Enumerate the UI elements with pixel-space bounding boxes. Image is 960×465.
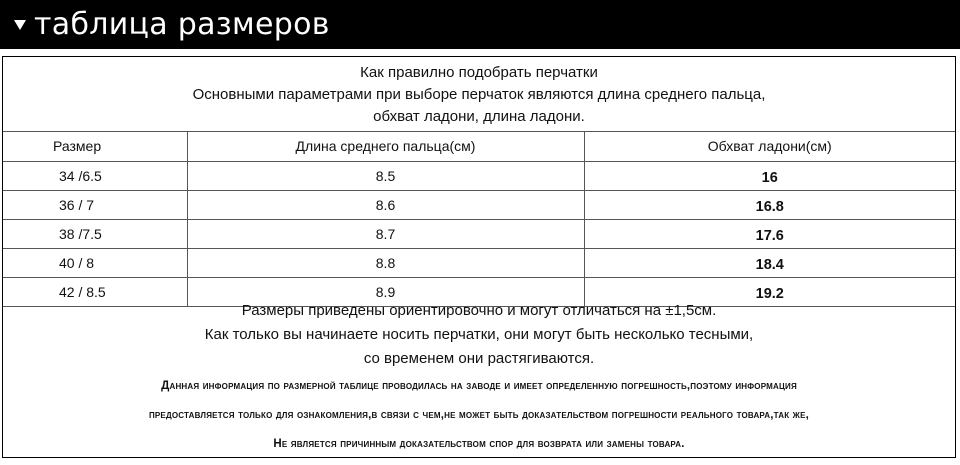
size-cell: 38 /7.5 [3,220,187,249]
column-header-palm-girth: Обхват ладони(см) [584,131,955,162]
intro-heading: Как правилно подобрать перчатки [360,64,598,81]
size-cell: 36 / 7 [3,191,187,220]
finger-length-cell: 8.7 [187,220,584,249]
size-cell: 34 /6.5 [3,162,187,191]
table-row [3,162,955,191]
table-row [3,191,955,220]
palm-girth-cell: 18.4 [584,249,955,278]
disclaimer-line: Не является причинным доказательством спор для возврата или замены товара. [273,438,685,450]
finger-length-cell: 8.9 [187,278,584,307]
table-header-row [3,131,955,162]
disclaimer-line: Данная информация по размерной таблице проводилась на заводе и имеет определенную погрешность,поэтому информация [161,380,797,392]
size-chart-box [2,56,956,458]
finger-length-cell: 8.6 [187,191,584,220]
palm-girth-cell: 17.6 [584,220,955,249]
palm-girth-cell: 16 [584,162,955,191]
table-row [3,220,955,249]
note-line: Как только вы начинаете носить перчатки, они могут быть несколько тесными, [204,326,754,343]
palm-girth-cell: 19.2 [584,278,955,307]
header-bar [0,0,960,49]
size-table [3,131,955,307]
palm-girth-cell: 16.8 [584,191,955,220]
size-cell: 40 / 8 [3,249,187,278]
finger-length-cell: 8.8 [187,249,584,278]
triangle-down-icon [14,20,26,30]
column-header-size: Размер [3,131,187,162]
disclaimer-line: предоставляется только для ознакомления,в связи с чем,не может быть доказательством погрешности реального товара,так же, [148,409,810,421]
column-header-finger-length: Длина среднего пальца(см) [187,131,584,162]
page-title: таблица размеров [34,7,330,42]
note-line: Размеры приведены ориентировочно и могут отличаться на ±1,5см. [241,302,717,319]
finger-length-cell: 8.5 [187,162,584,191]
size-cell: 42 / 8.5 [3,278,187,307]
notes-section [3,295,955,454]
note-line: со временем они растягиваются. [363,350,595,367]
table-row [3,249,955,278]
intro-section [3,57,955,132]
intro-text-line: обхват ладони, длина ладони. [373,108,585,125]
intro-text-line: Основными параметрами при выборе перчаток являются длина среднего пальца, [192,86,766,103]
